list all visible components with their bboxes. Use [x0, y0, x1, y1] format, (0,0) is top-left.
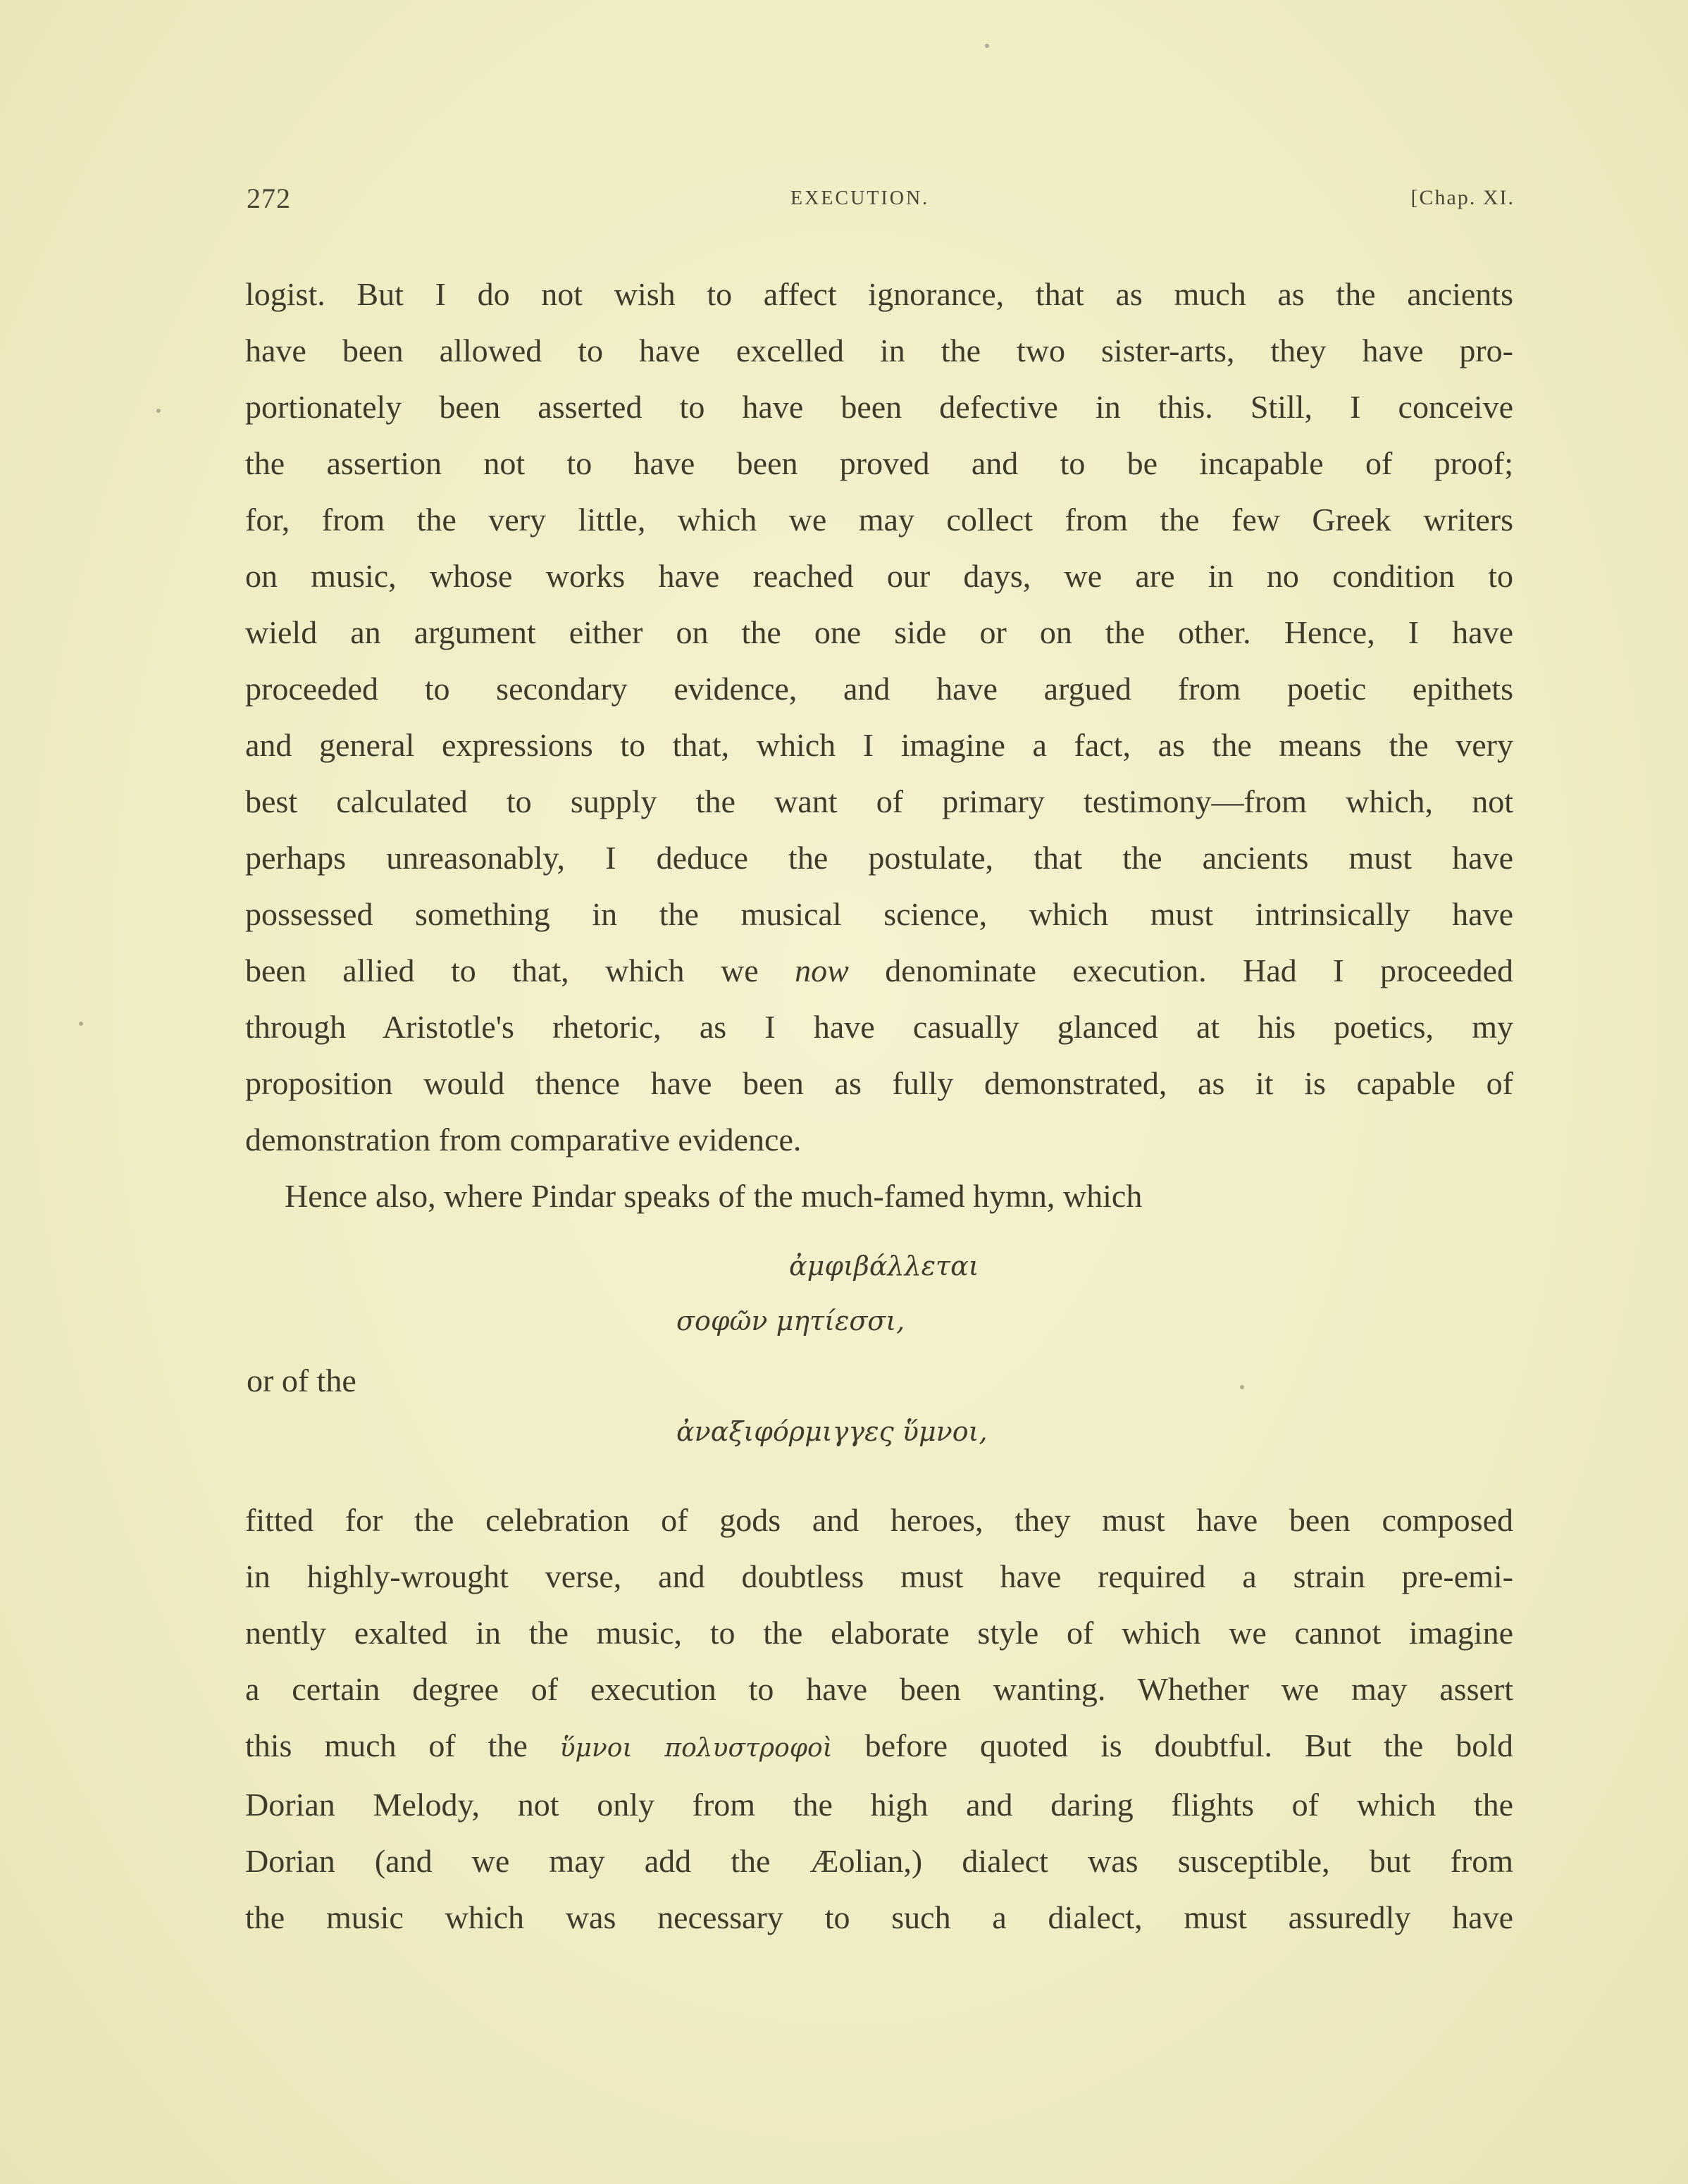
greek-quote-line: ἀμφιβάλλεται — [789, 1251, 979, 1282]
text-segment: been allied to that, which we — [245, 953, 795, 988]
text-line: on music, whose works have reached our days, we are in no condition to — [245, 558, 1513, 594]
text-segment: this much of the — [245, 1727, 560, 1763]
text-line: possessed something in the musical science, which must intrinsically have — [245, 896, 1513, 932]
emphasis-word: now — [795, 953, 849, 988]
scan-speck — [156, 409, 161, 413]
connecting-text: or of the — [247, 1363, 356, 1398]
text-line: portionately been asserted to have been defective in this. Still, I conceive — [245, 389, 1513, 425]
text-line: have been allowed to have excelled in the two sister-arts, they have pro- — [245, 333, 1513, 368]
paragraph-2 — [285, 1168, 1513, 1224]
text-line: a certain degree of execution to have been wanting. Whether we may assert — [245, 1671, 1513, 1707]
text-line: perhaps unreasonably, I deduce the postulate, that the ancients must have — [245, 840, 1513, 876]
text-line: for, from the very little, which we may collect from the few Greek writers — [245, 502, 1513, 538]
text-line: the assertion not to have been proved and to be incapable of proof; — [245, 445, 1513, 481]
paragraph-3 — [245, 1492, 1513, 1946]
text-segment: denominate execution. Had I proceeded — [848, 953, 1513, 988]
text-line: proceeded to secondary evidence, and have argued from poetic epithets — [245, 671, 1513, 707]
chapter-reference: [Chap. XI. — [1410, 186, 1515, 209]
running-title: EXECUTION. — [790, 187, 930, 209]
text-line: and general expressions to that, which I imagine a fact, as the means the very — [245, 727, 1513, 763]
paragraph-1 — [245, 266, 1513, 1168]
scan-speck — [79, 1022, 83, 1026]
text-line: demonstration from comparative evidence. — [245, 1122, 802, 1158]
text-line: proposition would thence have been as fully demonstrated, as it is capable of — [245, 1065, 1513, 1101]
text-line: fitted for the celebration of gods and heroes, they must have been composed — [245, 1502, 1513, 1538]
text-line: logist. But I do not wish to affect ignorance, that as much as the ancients — [245, 276, 1513, 312]
text-line: in highly-wrought verse, and doubtless must have required a strain pre-emi- — [245, 1558, 1513, 1594]
text-segment: before quoted is doubtful. But the bold — [832, 1727, 1513, 1763]
greek-quote-line: ἀναξιφόρμιγγες ὕμνοι, — [676, 1416, 988, 1447]
page-header — [247, 182, 1515, 217]
greek-quote-line: σοφῶν μητίεσσι, — [676, 1305, 905, 1336]
text-line: wield an argument either on the one side or on the other. Hence, I have — [245, 614, 1513, 650]
page-number: 272 — [247, 182, 291, 214]
scan-speck — [985, 44, 989, 48]
text-line: best calculated to supply the want of primary testimony—from which, not — [245, 783, 1513, 819]
greek-inline-phrase: ὕμνοι πολυστροφοὶ — [559, 1734, 833, 1763]
text-line: Dorian (and we may add the Æolian,) dialect was susceptible, but from — [245, 1843, 1513, 1879]
text-line: the music which was necessary to such a dialect, must assuredly have — [245, 1899, 1513, 1935]
text-line: Hence also, where Pindar speaks of the much-famed hymn, which — [285, 1178, 1143, 1214]
text-line — [245, 943, 1513, 999]
text-line: nently exalted in the music, to the elaborate style of which we cannot imagine — [245, 1615, 1513, 1651]
text-line: Dorian Melody, not only from the high and daring flights of which the — [245, 1787, 1513, 1823]
text-line: through Aristotle's rhetoric, as I have casually glanced at his poetics, my — [245, 1009, 1513, 1045]
text-line — [245, 1718, 1513, 1777]
scan-speck — [1240, 1385, 1244, 1389]
